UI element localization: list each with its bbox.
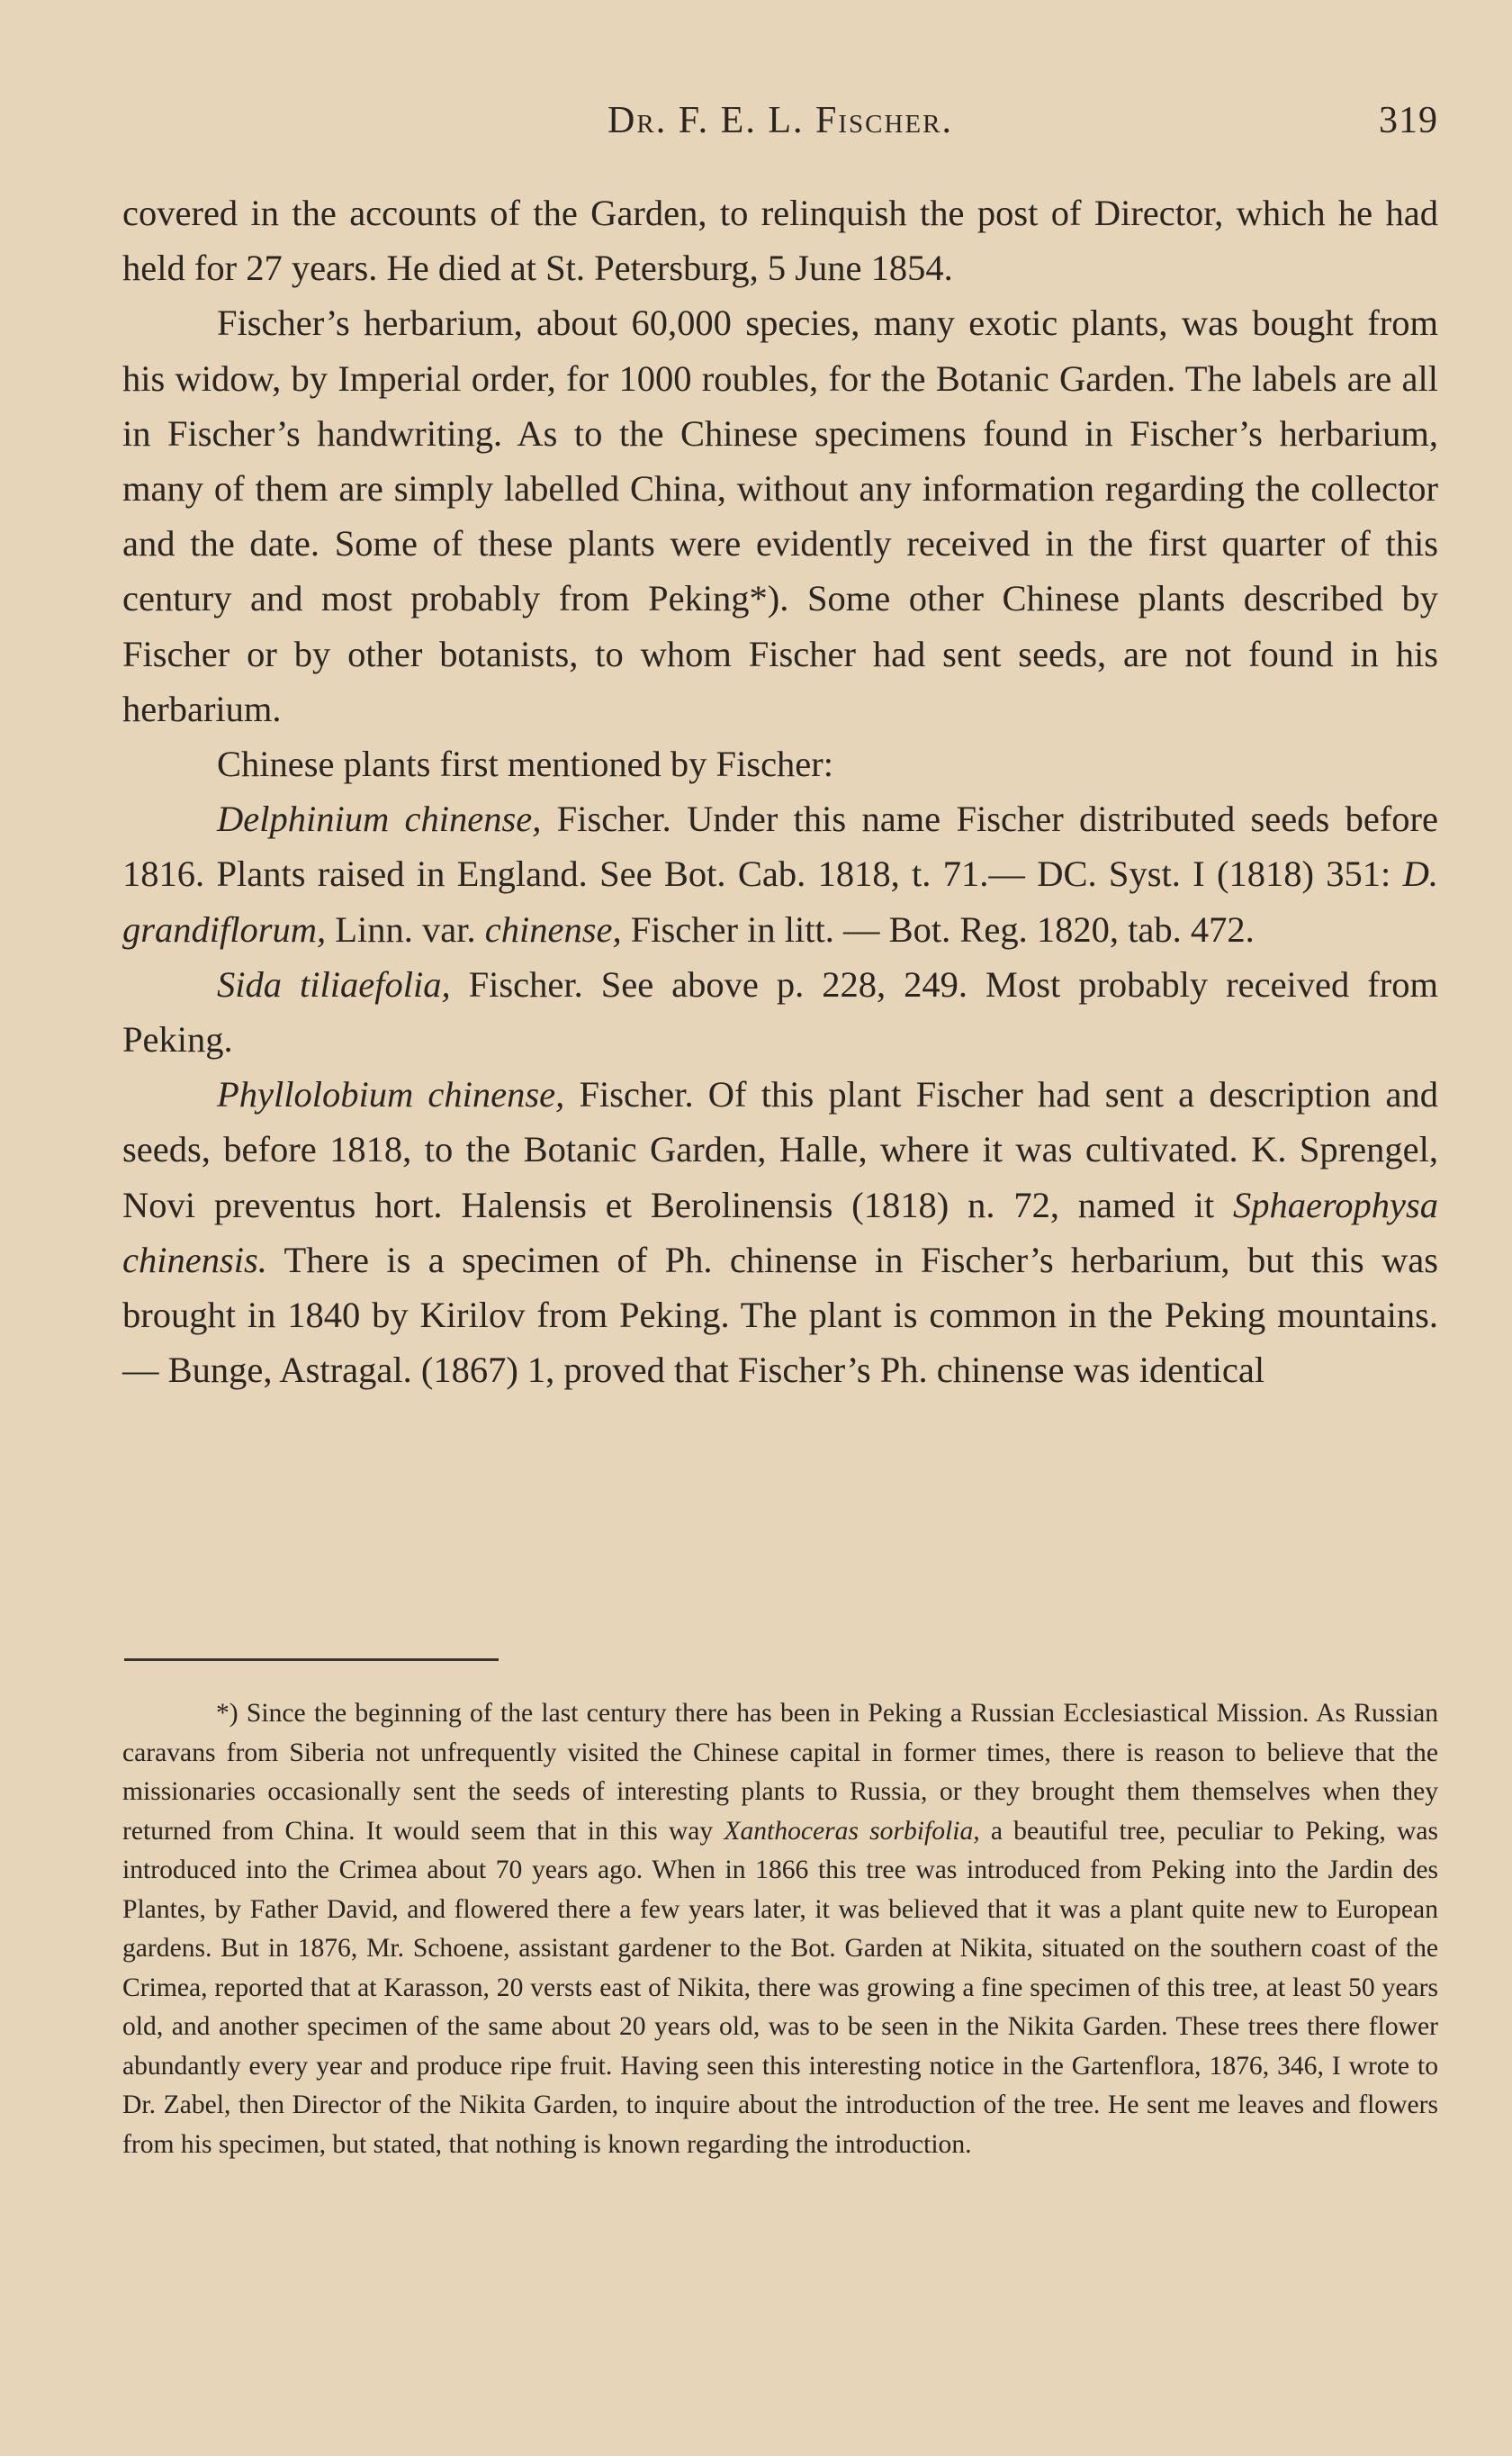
footnote-paragraph xyxy=(122,1694,1438,2164)
paragraph-text: There is a specimen of Ph. chinense in Fischer’s herbarium, but this was brought in 1840 by Kirilov from Peking. The plant is common in the Peking mountains. — Bunge, Astragal. (1867) 1, proved that Fischer’s Ph. chinense was identical xyxy=(122,1239,1438,1391)
footnote-text: a beautiful tree, peculiar to Peking, was introduced into the Crimea about 70 years ago. When in 1866 this tree was introduced from Peking into the Jardin des Plantes, by Father David, and flowered there a few years later, it was believed that it was a plant quite new to European gardens. But in 1876, Mr. Schoene, assistant gardener to the Bot. Garden at Nikita, situated on the southern coast of the Crimea, reported that at Karasson, 20 versts east of Nikita, there was growing a fine specimen of this tree, at least 50 years old, and another specimen of the same about 20 years old, was to be seen in the Nikita Garden. These trees there flower abundantly every year and produce ripe fruit. Having seen this interesting notice in the Gartenflora, 1876, 346, I wrote to Dr. Zabel, then Director of the Nikita Garden, to inquire about the introduction of the tree. He sent me leaves and flowers from his specimen, but stated, that nothing is known regarding the introduction. xyxy=(122,1816,1438,2159)
paragraph-phyllolobium xyxy=(122,1067,1438,1397)
page-number: 319 xyxy=(1379,100,1438,141)
paragraph: Fischer’s herbarium, about 60,000 species, many exotic plants, was bought from his widow, by Imperial order, for 1000 roubles, for the Botanic Garden. The labels are all in Fischer’s handwriting. As to the Chinese specimens found in Fischer’s herbarium, many of them are simply labelled China, without any information regarding the collector and the date. Some of these plants were evidently received in the first quarter of this century and most probably from Peking*). Some other Chinese plants described by Fischer or by other botanists, to whom Fischer had sent seeds, are not found in his herbarium. xyxy=(122,302,1438,729)
species-name: chinense, xyxy=(484,908,622,950)
footnote-text: *) Since the beginning of the last century there has been in Peking a Russian Ecclesiastical Mission. As Russian caravans from Siberia not unfrequently visited the Chinese capital in former times, there is reason to believe that the missionaries occasionally sent the seeds of interesting plants to Russia, or they brought them themselves when they returned from China. It would seem that in this way xyxy=(122,1699,1438,1846)
paragraph-sida xyxy=(122,957,1438,1067)
footnote xyxy=(122,1694,1438,2164)
paragraph-delphinium xyxy=(122,791,1438,957)
footnote-divider xyxy=(124,1658,499,1661)
species-name: Sphaerophysa chinensis. xyxy=(122,1184,1438,1280)
paragraph-text: Fischer. Under this name Fischer distributed seeds before 1816. Plants raised in England. See Bot. Cab. 1818, t. 71.— DC. Syst. I (1818) 351: xyxy=(122,799,1438,895)
paragraph-text: Fischer in litt. — Bot. Reg. 1820, tab. 472. xyxy=(621,908,1255,950)
species-name: D. grandiflorum, xyxy=(122,853,1438,950)
paragraph-text: Fischer. See above p. 228, 249. Most probably received from Peking. xyxy=(122,963,1438,1061)
species-name: Delphinium chinense, xyxy=(217,799,542,840)
paragraph-text: Fischer. Of this plant Fischer had sent a description and seeds, before 1818, to the Botanic Garden, Halle, where it was cultivated. K. Sprengel, Novi preventus hort. Halensis et Berolinensis (1818) n. 72, named it xyxy=(122,1074,1438,1225)
paragraph: covered in the accounts of the Garden, to relinquish the post of Director, which he had held for 27 years. He died at St. Petersburg, 5 June 1854. xyxy=(122,193,1438,289)
paragraph-text: Linn. var. xyxy=(326,908,485,950)
body-text xyxy=(122,185,1438,1397)
running-head: Dr. F. E. L. Fischer. xyxy=(608,100,953,141)
species-name: Phyllolobium chinense, xyxy=(217,1074,565,1115)
paragraph: Chinese plants first mentioned by Fischer: xyxy=(217,744,834,785)
page-header xyxy=(122,94,1438,148)
species-name: Xanthoceras sorbifolia, xyxy=(724,1816,980,1846)
species-name: Sida tiliaefolia, xyxy=(217,963,451,1005)
